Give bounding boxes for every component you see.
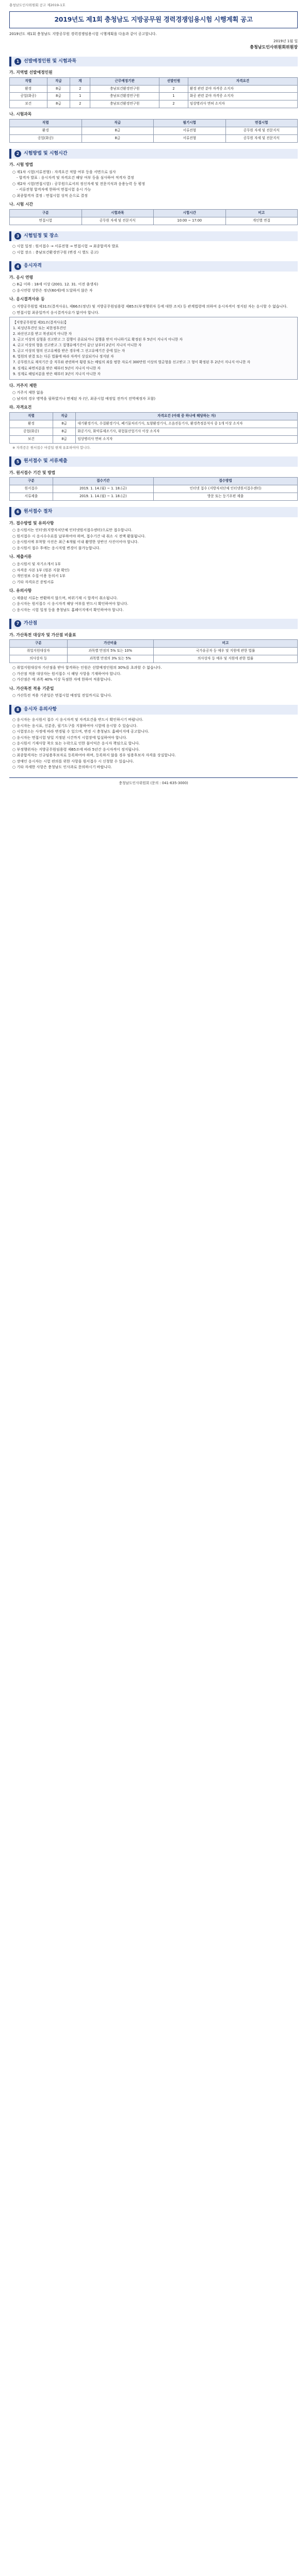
table-cell: 8급 bbox=[47, 100, 70, 108]
text-line: ○ 기타 자세한 사항은 충청남도 인사과로 문의하시기 바랍니다. bbox=[12, 765, 112, 770]
text-block bbox=[9, 170, 298, 199]
table-cell: 환경 관련 분야 자격증 소지자 bbox=[188, 85, 297, 93]
table-cell: 8급 bbox=[53, 420, 76, 428]
table-cell: 공업(화공) bbox=[10, 134, 82, 142]
table-cell: 공무원 자세 및 전문지식 bbox=[225, 127, 298, 134]
sub-heading: 나. 시험 시간 bbox=[9, 202, 34, 207]
table-row bbox=[10, 493, 298, 501]
column-header: 직렬 bbox=[10, 77, 47, 85]
sub-heading: 라. 자격요건 bbox=[9, 405, 32, 410]
table-cell: 1 bbox=[159, 93, 188, 100]
table-cell: 1 bbox=[70, 93, 90, 100]
column-header: 직급 bbox=[53, 412, 76, 420]
section-number: 3 bbox=[14, 233, 21, 240]
section-2 bbox=[9, 149, 298, 225]
sub-heading: 가. 가산특전 대상자 및 가산점 비율표 bbox=[9, 632, 76, 637]
table-cell: 과목별 만점의 3% 또는 5% bbox=[67, 655, 153, 663]
text-line: ○ 응시원서 및 자기소개서 1부 bbox=[12, 562, 61, 567]
table-cell: 서류전형 bbox=[154, 134, 226, 142]
column-header: 구분 bbox=[10, 209, 82, 217]
section-header bbox=[9, 456, 298, 467]
column-header: 비고 bbox=[153, 640, 297, 648]
table-cell: 공무원 자세 및 전문지식 bbox=[82, 217, 154, 225]
exam-time-table bbox=[9, 209, 298, 225]
column-header: 비고 bbox=[225, 209, 298, 217]
table-body bbox=[10, 127, 298, 142]
table-cell: 충남보건환경연구원 bbox=[90, 100, 159, 108]
intro-text: 2019년도 제1회 충청남도 지방공무원 경력경쟁임용시험 시행계획을 다음과 같이 공고합니다. bbox=[9, 31, 157, 36]
table-cell: 충남보건환경연구원 bbox=[90, 85, 159, 93]
text-line: ○ 응시자는 원서접수 시 응시자격 해당 여부를 반드시 확인하여야 합니다. bbox=[12, 602, 128, 606]
sub-heading: 나. 시험과목 bbox=[9, 112, 32, 117]
section-header bbox=[9, 705, 298, 715]
disqualification-box bbox=[9, 317, 298, 379]
table-cell: 개인별 면접 bbox=[225, 217, 298, 225]
table-cell: 2 bbox=[159, 100, 188, 108]
text-line: ○ 응시연령 상한은 정년(60세)에 도달하지 않은 자 bbox=[12, 288, 93, 293]
table-row bbox=[10, 93, 298, 100]
text-block bbox=[9, 665, 298, 683]
table-cell: 원서접수 bbox=[10, 485, 53, 493]
section-header bbox=[9, 619, 298, 629]
section-5 bbox=[9, 456, 298, 501]
text-line: ○ 응시원서 기재사항 착오 또는 누락으로 인한 불이익은 응시자 책임으로 합니다. bbox=[12, 741, 140, 746]
column-header: 자격요건 bbox=[188, 77, 297, 85]
section-number: 7 bbox=[14, 620, 21, 627]
section-3 bbox=[9, 231, 298, 256]
table-row bbox=[10, 485, 298, 493]
text-line: ○ 면접시험 최종일까지 응시결격사유가 없어야 합니다. bbox=[12, 310, 100, 315]
text-line: ○ 시험장소는 사정에 따라 변경될 수 있으며, 변경 시 충청남도 홈페이지에 공고합니다. bbox=[12, 730, 149, 734]
table-cell: 보건 bbox=[10, 435, 53, 443]
text-line: 1. 피성년후견인 또는 피한정후견인 bbox=[13, 326, 67, 331]
table-cell: 임상병리사 면허 소지자 bbox=[76, 435, 298, 443]
table-row bbox=[10, 655, 298, 663]
table-body bbox=[10, 648, 298, 663]
text-line: ○ 취업지원대상자 가산점을 받아 합격하는 인원은 선발예정인원의 30%를 초과할 수 없습니다. bbox=[12, 666, 162, 670]
text-line: - 합격자 발표 : 응시자격 및 자격요건 해당 여부 등을 심사하여 적격자 결정 bbox=[17, 176, 134, 180]
subjects-table bbox=[9, 119, 298, 143]
section-title: 응시자 유의사항 bbox=[24, 706, 57, 712]
sub-heading: 다. 유의사항 bbox=[9, 588, 32, 594]
table-row bbox=[10, 85, 298, 93]
table-cell: 의사상자 등 예우 및 지원에 관한 법률 bbox=[153, 655, 297, 663]
text-block bbox=[9, 693, 298, 699]
table-cell: 의사상자 등 bbox=[10, 655, 68, 663]
table-header-row bbox=[10, 640, 298, 648]
column-header: 자격요건 (아래 중 하나에 해당하는 자) bbox=[76, 412, 298, 420]
text-line: 5. 금고 이상의 형의 선고유예를 받은 경우에 그 선고유예기간 중에 있는 자 bbox=[13, 349, 125, 353]
section-8 bbox=[9, 705, 298, 770]
text-line: ○ 8급 이하 : 18세 이상 (2001. 12. 31. 이전 출생자) bbox=[12, 282, 99, 287]
table-cell: 환경 bbox=[10, 85, 47, 93]
text-block bbox=[9, 244, 298, 255]
table-cell: 임상병리사 면허 소지자 bbox=[188, 100, 297, 108]
table-cell: 환경 bbox=[10, 127, 82, 134]
column-header: 시험과목 bbox=[82, 209, 154, 217]
table-body bbox=[10, 485, 298, 501]
section-title: 가산점 bbox=[24, 621, 38, 626]
column-header: 근무예정기관 bbox=[90, 77, 159, 85]
issuing-org: 충청남도인사위원회위원장 bbox=[250, 44, 298, 49]
table-cell: 8급 bbox=[82, 134, 154, 142]
section-title: 원서접수 절차 bbox=[24, 509, 53, 515]
table-cell: 취업지원대상자 bbox=[10, 648, 68, 655]
sub-heading: 나. 응시결격사유 등 bbox=[9, 297, 45, 302]
table-cell: 2 bbox=[70, 100, 90, 108]
table-row bbox=[10, 134, 298, 142]
section-6 bbox=[9, 507, 298, 613]
text-line: ○ 제출된 서류는 반환하지 않으며, 허위기재 시 합격이 취소됩니다. bbox=[12, 596, 118, 600]
text-line: ○ 지방공무원법 제31조(결격사유), 제66조(정년) 및 지방공무원임용령 제65조(부정행위자 등에 대한 조치) 등 관계법령에 의하여 응시자격이 정지된 자는 응시할 수 없습니다. bbox=[12, 304, 288, 309]
qualification-note: ※ 자격증은 원서접수 마감일 현재 유효하여야 합니다. bbox=[12, 445, 91, 450]
table-cell: 면접시험 bbox=[10, 217, 82, 225]
section-header bbox=[9, 261, 298, 272]
table-cell: 공업(화공) bbox=[10, 93, 47, 100]
column-header: 직렬 bbox=[10, 412, 53, 420]
text-line: ○ 최종합격자 결정 : 면접시험 성적 순으로 결정 bbox=[12, 193, 88, 198]
text-line: 【지방공무원법 제31조(결격사유)】 bbox=[13, 320, 68, 325]
text-line: ○ 응시자는 응시표, 신분증, 필기도구를 지참하여야 시험에 응시할 수 있습니다. bbox=[12, 723, 138, 728]
page-title: 2019년도 제1회 충청남도 지방공무원 경력경쟁임용시험 시행계획 공고 bbox=[54, 15, 253, 23]
text-line: ○ 시험 일정 : 원서접수 → 서류전형 → 면접시험 → 최종합격자 발표 bbox=[12, 244, 119, 249]
sub-heading: 가. 접수방법 및 유의사항 bbox=[9, 520, 54, 526]
column-header: 계 bbox=[70, 77, 90, 85]
text-line: ○ 최종합격자는 신규임용후보자로 등록하여야 하며, 등록하지 않을 경우 임용후보자 자격을 상실합니다. bbox=[12, 753, 176, 758]
column-header: 면접시험 bbox=[225, 119, 298, 127]
text-line: ○ 응시자는 면접시험 당일 지정된 시간까지 시험장에 입실하여야 합니다. bbox=[12, 735, 127, 740]
table-header-row bbox=[10, 478, 298, 485]
sub-heading: 가. 원서접수 기간 및 방법 bbox=[9, 470, 56, 475]
text-line: ○ 거주지 제한 없음 bbox=[12, 391, 44, 395]
table-row bbox=[10, 428, 298, 435]
section-4 bbox=[9, 261, 298, 450]
section-title: 시험일정 및 장소 bbox=[24, 233, 59, 239]
table-row bbox=[10, 217, 298, 225]
column-header: 직급 bbox=[82, 119, 154, 127]
table-cell: 8급 bbox=[53, 428, 76, 435]
table-cell: 2 bbox=[159, 85, 188, 93]
footer-contact: 충청남도인사위원회 (문의 : 041-635-3000) bbox=[9, 777, 298, 786]
table-cell: 대기환경기사, 수질환경기사, 폐기물처리기사, 토양환경기사, 소음진동기사, 환경측정분석사 중 1개 이상 소지자 bbox=[76, 420, 298, 428]
text-line: ○ 장애인 응시자는 시험 편의를 위한 사항을 원서접수 시 신청할 수 있습니다. bbox=[12, 759, 134, 764]
text-line: ○ 제1차 시험(서류전형) : 자격요건 적합 여부 등을 서면으로 심사 bbox=[12, 170, 116, 174]
section-title: 시험방법 및 시험시간 bbox=[24, 150, 68, 156]
text-line: ○ 제2차 시험(면접시험) : 공무원으로서의 정신자세 및 전문지식과 응용능력 등 평정 bbox=[12, 181, 146, 186]
text-line: ○ 남자의 경우 병역을 필하였거나 면제된 자 (단, 최종시험 예정일 전까지 전역예정자 포함) bbox=[12, 396, 156, 401]
text-line: ○ 부정행위자는 지방공무원임용령 제65조에 따라 5년간 응시자격이 정지됩니다. bbox=[12, 747, 140, 752]
table-row bbox=[10, 648, 298, 655]
recruit-table bbox=[9, 77, 298, 109]
table-row bbox=[10, 100, 298, 108]
table-cell: 8급 bbox=[82, 127, 154, 134]
bonus-table bbox=[9, 639, 298, 663]
table-body bbox=[10, 217, 298, 225]
sub-heading: 나. 가산특전 적용 기준일 bbox=[9, 686, 54, 691]
text-line: 3. 금고 이상의 실형을 선고받고 그 집행이 종료되거나 집행을 받지 아니하기로 확정된 후 5년이 지나지 아니한 자 bbox=[13, 337, 183, 342]
table-cell: 인터넷 접수 (지방자치단체 인터넷원서접수센터) bbox=[153, 485, 297, 493]
text-block bbox=[9, 304, 298, 315]
text-block bbox=[9, 717, 298, 770]
section-number: 6 bbox=[14, 509, 21, 515]
sub-heading: 가. 시험 방법 bbox=[9, 162, 34, 167]
text-line: 8. 징계로 파면처분을 받은 때부터 5년이 지나지 아니한 자 bbox=[13, 366, 101, 370]
column-header: 접수기간 bbox=[53, 478, 153, 485]
text-line: ○ 가산점 적용 대상자는 원서접수 시 해당 사항을 기재하여야 합니다. bbox=[12, 671, 121, 676]
qualification-table bbox=[9, 412, 298, 444]
notice-number: 충청남도인사위원회 공고 제2019-1호 bbox=[9, 3, 66, 7]
table-cell: 8급 bbox=[53, 435, 76, 443]
text-line: ○ 가산특전 적용 기준일은 면접시험 예정일 전일까지로 합니다. bbox=[12, 693, 112, 698]
table-cell: 화공기사, 화약류제조기사, 위험물산업기사 이상 소지자 bbox=[76, 428, 298, 435]
text-line: - 서류전형 합격자에 한하여 면접시험 응시 가능 bbox=[17, 188, 91, 192]
table-header-row bbox=[10, 119, 298, 127]
table-row bbox=[10, 435, 298, 443]
title-box bbox=[9, 11, 298, 28]
column-header: 가산비율 bbox=[67, 640, 153, 648]
table-header-row bbox=[10, 209, 298, 217]
table-cell: 2019. 1. 14.(월) ~ 1. 18.(금) bbox=[53, 485, 153, 493]
text-line: 2. 파산선고를 받고 복권되지 아니한 자 bbox=[13, 332, 72, 336]
table-header-row bbox=[10, 77, 298, 85]
text-line: ○ 응시원서 접수 후에는 응시직렬 변경이 불가능합니다. bbox=[12, 546, 101, 550]
table-cell: 과목별 만점의 5% 또는 10% bbox=[67, 648, 153, 655]
column-header: 직급 bbox=[47, 77, 70, 85]
table-row bbox=[10, 127, 298, 134]
table-cell: 8급 bbox=[47, 85, 70, 93]
column-header: 필기시험 bbox=[154, 119, 226, 127]
section-title: 원서접수 및 서류제출 bbox=[24, 459, 68, 464]
table-cell: 2019. 1. 14.(월) ~ 1. 18.(금) bbox=[53, 493, 153, 501]
notice-date: 2019년 1월 일 bbox=[273, 39, 298, 43]
table-cell: 공업(화공) bbox=[10, 428, 53, 435]
table-header-row bbox=[10, 412, 298, 420]
section-number: 5 bbox=[14, 459, 21, 465]
sub-heading: 나. 제출서류 bbox=[9, 554, 32, 560]
text-line: ○ 시험 장소 : 충남보건환경연구원 (변경 시 별도 공고) bbox=[12, 250, 99, 255]
text-block bbox=[9, 596, 298, 613]
section-title: 응시자격 bbox=[24, 263, 42, 269]
section-header bbox=[9, 57, 298, 67]
text-block bbox=[9, 390, 298, 401]
document-page bbox=[0, 0, 307, 796]
section-header bbox=[9, 149, 298, 159]
text-block bbox=[9, 528, 298, 551]
text-line: ○ 응시원서에 부착할 사진은 최근 6개월 이내 촬영한 상반신 사진이어야 합니다. bbox=[12, 540, 139, 545]
section-7 bbox=[9, 619, 298, 699]
table-cell: 서류제출 bbox=[10, 493, 53, 501]
text-line: ○ 개인정보 수집·이용 동의서 1부 bbox=[12, 574, 66, 579]
section-number: 1 bbox=[14, 58, 21, 65]
section-title: 선발예정인원 및 시험과목 bbox=[24, 58, 76, 64]
table-row bbox=[10, 420, 298, 428]
table-cell: 보건 bbox=[10, 100, 47, 108]
text-line: 6. 법원의 판결 또는 다른 법률에 따라 자격이 상실되거나 정지된 자 bbox=[13, 354, 114, 359]
column-header: 구분 bbox=[10, 640, 68, 648]
table-cell: 화공 관련 분야 자격증 소지자 bbox=[188, 93, 297, 100]
column-header: 직렬 bbox=[10, 119, 82, 127]
application-period-table bbox=[9, 477, 298, 501]
column-header: 구분 bbox=[10, 478, 53, 485]
table-body bbox=[10, 420, 298, 443]
text-block bbox=[9, 282, 298, 293]
section-header bbox=[9, 507, 298, 517]
text-line: 7. 공무원으로 재직기간 중 직무와 관련하여 횡령 또는 배임의 죄를 범한 자로서 300만원 이상의 벌금형을 선고받고 그 형이 확정된 후 2년이 지나지 아니한 자 bbox=[13, 360, 250, 365]
column-header: 선발인원 bbox=[159, 77, 188, 85]
table-cell: 8급 bbox=[47, 93, 70, 100]
table-cell: 공무원 자세 및 전문지식 bbox=[225, 134, 298, 142]
table-body bbox=[10, 85, 298, 108]
sub-heading: 가. 응시 연령 bbox=[9, 275, 34, 280]
column-header: 시험시간 bbox=[154, 209, 226, 217]
text-line: ○ 가산점은 매 과목 40% 이상 득점한 자에 한하여 적용합니다. bbox=[12, 677, 112, 682]
section-1 bbox=[9, 57, 298, 143]
section-number: 2 bbox=[14, 150, 21, 157]
table-cell: 충남보건환경연구원 bbox=[90, 93, 159, 100]
sub-heading: 다. 거주지 제한 bbox=[9, 383, 37, 388]
text-line: ○ 자격증 사본 1부 (원본 지참 확인) bbox=[12, 568, 70, 572]
table-cell: 국가유공자 등 예우 및 지원에 관한 법률 bbox=[153, 648, 297, 655]
table-cell: 2 bbox=[70, 85, 90, 93]
section-number: 8 bbox=[14, 706, 21, 713]
table-cell: 방문 또는 등기우편 제출 bbox=[153, 493, 297, 501]
table-cell: 환경 bbox=[10, 420, 53, 428]
text-line: ○ 기타 자격요건 증빙서류 bbox=[12, 580, 54, 584]
text-line: 4. 금고 이상의 형을 선고받고 그 집행유예기간이 끝난 날부터 2년이 지나지 아니한 자 bbox=[13, 343, 142, 348]
text-line: ○ 원서접수 시 응시수수료를 납부하여야 하며, 접수기간 내 취소 시 전액 환불됩니다. bbox=[12, 534, 146, 538]
text-line: 9. 징계로 해임처분을 받은 때부터 3년이 지나지 아니한 자 bbox=[13, 371, 101, 376]
section-number: 4 bbox=[14, 263, 21, 270]
text-block bbox=[9, 562, 298, 585]
column-header: 접수방법 bbox=[153, 478, 297, 485]
text-line: ○ 응시자는 응시원서 접수 시 응시자격 및 자격요건을 반드시 확인하시기 바랍니다. bbox=[12, 718, 143, 722]
table-cell: 서류전형 bbox=[154, 127, 226, 134]
text-line: ○ 응시자는 시험 일정 등을 충청남도 홈페이지에서 확인하여야 합니다. bbox=[12, 607, 124, 612]
sub-heading: 가. 지역별 선발예정인원 bbox=[9, 70, 53, 75]
text-line: ○ 응시원서는 인터넷(지방자치단체 인터넷원서접수센터)으로만 접수합니다. bbox=[12, 528, 133, 533]
table-cell: 10:00 ~ 17:00 bbox=[154, 217, 226, 225]
section-header bbox=[9, 231, 298, 242]
